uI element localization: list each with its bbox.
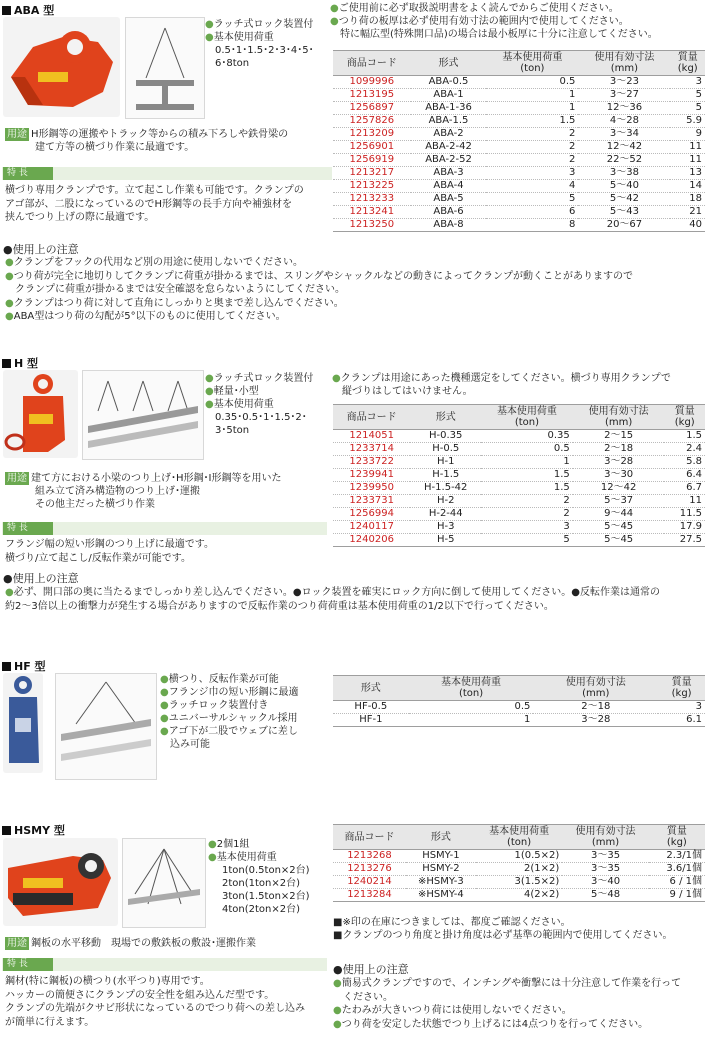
table-cell: 1256919 [333,154,411,167]
table-cell: 40 [670,219,705,232]
table-cell: 1239941 [333,469,410,482]
table-cell: 1 [409,714,534,727]
table-cell: 5～37 [573,495,665,508]
table-cell: H-1.5-42 [410,482,481,495]
table-cell: 12～42 [578,141,670,154]
table-cell: 2 [486,154,578,167]
table-cell: H-5 [410,534,481,547]
table-cell: 9 / 1個 [649,889,705,902]
table-cell: 17.9 [664,521,705,534]
table-row [333,154,705,167]
table-cell: H-2-44 [410,508,481,521]
table-cell: 8 [486,219,578,232]
square-icon [2,359,11,368]
table-cell: ※HSMY-4 [406,889,476,902]
aba-usage-drawing [125,17,205,119]
hsmy-title: HSMY 型 [2,822,65,838]
table-cell: 6.4 [664,469,705,482]
table-cell: 1256994 [333,508,410,521]
table-row [333,76,705,89]
table-cell: 12～42 [573,482,665,495]
table-cell: 2.3/1個 [649,850,705,863]
table-row [333,482,705,495]
table-cell: HSMY-2 [406,863,476,876]
table-cell: 4(2×2) [476,889,562,902]
table-cell: 13 [670,167,705,180]
table-row [333,128,705,141]
table-row [333,534,705,547]
table-cell: 3(1.5×2) [476,876,562,889]
aba-toku-text: 横づり専用クランプです。立て起こし作業も可能です。クランプの アゴ部が、二股になっているのでH形鋼等の長手方向や補強材を 挟んでつり上げの際に最適です。 [5,185,304,223]
table-cell: 5～48 [562,889,648,902]
table-row [333,469,705,482]
table-cell: 5～45 [573,534,665,547]
table-row [333,495,705,508]
table-cell: 1213276 [333,863,406,876]
table-cell: 3～35 [562,850,648,863]
hsmy-toku-tag: 特 長 [3,958,53,971]
table-cell: 3～38 [578,167,670,180]
hsmy-features: ●2個1組 ●基本使用荷重 1ton(0.5ton×2台) 2ton(1ton×2台) 3ton(1.5ton×2台) 4ton(2ton×2台) [208,839,310,915]
table-cell: 0.5 [481,443,573,456]
table-cell: H-3 [410,521,481,534]
square-icon [2,826,11,835]
table-cell: 3～27 [578,89,670,102]
table-cell: ABA-5 [411,193,487,206]
table-cell: 11.5 [664,508,705,521]
table-cell: 5.9 [670,115,705,128]
table-cell: 0.5 [409,701,534,714]
table-cell: 1256901 [333,141,411,154]
table-row [333,89,705,102]
table-cell: 3～23 [578,76,670,89]
table-cell: 11 [670,154,705,167]
table-cell: 6.7 [664,482,705,495]
table-cell: 9 [670,128,705,141]
hf-clamp-photo [3,673,43,773]
table-cell: 12～36 [578,102,670,115]
table-cell: 3 [481,521,573,534]
h-clamp-photo [3,370,78,458]
aba-spec-table: 商品コード 形式 基本使用荷重 (ton) 使用有効寸法 (mm) 質量 (kg) 1099996 ABA-0.5 0.5 3～23 3 1213195 ABA-1 1 3～27 5 1256897 ABA-1-36 1 12～36 5 1257826 ABA-1.5 1.5 4～28 5.9 1213209 ABA-2 2 3～34 9 1256901 ABA-2-42 2 12～42 11 1256919 ABA-2-52 2 22～52 11 1213217 ABA-3 3 3～38 13 1213225 ABA-4 4 5～40 14 1213233 ABA-5 5 5～42 18 1213241 ABA-6 6 5～43 21 1213250 ABA-8 8 20～67 40 [333,50,705,232]
table-cell: 0.5 [486,76,578,89]
table-cell: ABA-1-36 [411,102,487,115]
table-cell: 3 [670,76,705,89]
table-cell: 2 [486,128,578,141]
table-cell: 1214051 [333,430,410,443]
table-row [333,889,705,902]
table-row [333,701,705,714]
table-cell: 11 [664,495,705,508]
table-cell: 5 [481,534,573,547]
table-cell: ABA-0.5 [411,76,487,89]
table-cell: 1240214 [333,876,406,889]
h-cautions: ●必ず、開口部の奥に当たるまでしっかり差し込んでください。●ロック装置を確実にロック方向に倒して使用してください。●反転作業は通常の 約2～3倍以上の衝撃力が発生する場合がありますので反転作業のつり荷荷重は基本使用荷重の1/2以下で行ってください。 [5,587,660,612]
table-cell: 5～43 [578,206,670,219]
table-cell: H-0.5 [410,443,481,456]
table-cell: 1213195 [333,89,411,102]
hsmy-youto: 用途 鋼板の水平移動 現場での敷鉄板の敷設･運搬作業 [7,938,256,949]
table-cell: 5～45 [573,521,665,534]
aba-notices: ●ご使用前に必ず取扱説明書をよく読んでからご使用ください。 ●つり荷の板厚は必ず使用有効寸法の範囲内で使用してください。 特に幅広型(特殊開口品)の場合は最小板厚に十分に注意してください。 [330,3,658,40]
table-cell: ABA-2-52 [411,154,487,167]
aba-youto: 用途 H形鋼等の運搬やトラック等からの積み下ろしや鉄骨梁の 建て方等の横づり作業に最適です。 [7,129,289,153]
table-cell: 1 [486,102,578,115]
table-cell: 1.5 [481,469,573,482]
hf-spec-table: 形式 基本使用荷重 (ton) 使用有効寸法 (mm) 質量 (kg) HF-0.5 0.5 2～18 3 HF-1 1 3～28 6.1 [333,675,705,727]
hsmy-toku-text: 鋼材(特に鋼板)の横つり(水平つり)専用です。 ハッカーの簡便さにクランプの安全性を組み込んだ型です。 クランプの先端がクサビ形状になっているのでつり荷への差し込み が簡単に行えます。 [5,976,305,1028]
table-cell: HF-0.5 [333,701,409,714]
table-cell: ABA-1 [411,89,487,102]
table-cell: 22～52 [578,154,670,167]
aba-toku-tag: 特 長 [3,167,53,180]
table-cell: 27.5 [664,534,705,547]
table-row [333,508,705,521]
table-cell: H-1.5 [410,469,481,482]
table-row [333,219,705,232]
table-cell: H-2 [410,495,481,508]
aba-clamp-photo [3,17,120,117]
table-cell: 1213250 [333,219,411,232]
table-cell: 1213209 [333,128,411,141]
table-row [333,521,705,534]
table-cell: 1.5 [664,430,705,443]
table-cell: 1233714 [333,443,410,456]
table-cell: ABA-3 [411,167,487,180]
table-cell: 2.4 [664,443,705,456]
table-cell: 1239950 [333,482,410,495]
table-row [333,430,705,443]
table-cell: 3～28 [573,456,665,469]
table-cell: 1233731 [333,495,410,508]
table-cell: 6.1 [658,714,705,727]
table-cell: ABA-2 [411,128,487,141]
table-cell: 3～30 [573,469,665,482]
table-cell: 11 [670,141,705,154]
table-cell: 1240117 [333,521,410,534]
h-title: H 型 [2,355,38,371]
table-cell: 21 [670,206,705,219]
aba-cautions: ●クランプをフックの代用など別の用途に使用しないでください。 ●つり荷が完全に地切りしてクランプに荷重が掛かるまでは、スリングやシャックルなどの動きによってクランプが動くことがありますので クランプに荷重が掛かるまでは安全確認を怠らないようにしてください。 ●クランプはつり荷に対して直角にしっかりと奥まで差し込んでください。 ●ABA型はつり荷の勾配が5°以下のものに使用してください。 [5,257,634,322]
aba-features: ●ラッチ式ロック装置付 ●基本使用荷重 0.5･1･1.5･2･3･4･5･ 6･8ton [205,19,314,69]
table-cell: 1213233 [333,193,411,206]
table-cell: 1213225 [333,180,411,193]
table-cell: H-1 [410,456,481,469]
table-row [333,102,705,115]
table-cell: 2～18 [573,443,665,456]
table-cell: 4～28 [578,115,670,128]
table-row [333,714,705,727]
table-row [333,206,705,219]
table-row [333,850,705,863]
table-cell: 1213268 [333,850,406,863]
table-cell: 5 [670,89,705,102]
table-cell: ABA-4 [411,180,487,193]
table-cell: HSMY-1 [406,850,476,863]
table-cell: 1.5 [486,115,578,128]
table-cell: 1 [481,456,573,469]
h-features: ●ラッチ式ロック装置付 ●軽量･小型 ●基本使用荷重 0.35･0.5･1･1.5･2･ 3･5ton [205,373,314,436]
hf-features: ●横つり、反転作業が可能 ●フランジ巾の短い形鋼に最適 ●ラッチロック装置付き ●ユニバーサルシャックル採用 ●アゴ下が二股でウェブに差し 込み可能 [160,674,299,750]
hsmy-caution-head: ●使用上の注意 [333,963,409,976]
table-cell: 20～67 [578,219,670,232]
hsmy-spec-table: 商品コード 形式 基本使用荷重 (ton) 使用有効寸法 (mm) 質量 (kg) 1213268 HSMY-1 1(0.5×2) 3～35 2.3/1個 1213276 HSMY-2 2(1×2) 3～35 3.6/1個 1240214 ※HSMY-3 3(1.5×2) 3～40 6 / 1個 1213284 ※HSMY-4 4(2×2) 5～48 9 / 1個 [333,824,705,902]
table-cell: 1(0.5×2) [476,850,562,863]
table-cell: 0.35 [481,430,573,443]
hf-usage-drawing [55,673,157,780]
hsmy-cautions: ●簡易式クランプですので、インチングや衝撃には十分注意して作業を行って ください。 ●たわみが大きいつり荷には使用しないでください。 ●つり荷を安定した状態でつり上げるには4点つりを行ってください。 [333,978,682,1030]
table-cell: 1233722 [333,456,410,469]
table-cell: 18 [670,193,705,206]
h-caution-head: ●使用上の注意 [3,572,79,585]
h-toku-text: フランジ幅の短い形鋼のつり上げに最適です。 横づり/立て起こし/反転作業が可能です。 [5,539,214,564]
table-cell: ABA-8 [411,219,487,232]
table-cell: 1240206 [333,534,410,547]
table-cell: 1099996 [333,76,411,89]
table-row [333,193,705,206]
aba-caution-head: ●使用上の注意 [3,243,79,256]
h-toku-tag: 特 長 [3,522,53,535]
square-icon [2,662,11,671]
table-cell: 5.8 [664,456,705,469]
table-cell: 1.5 [481,482,573,495]
table-cell: 4 [486,180,578,193]
table-cell: 1213217 [333,167,411,180]
table-cell: 2 [486,141,578,154]
table-cell: 6 [486,206,578,219]
table-cell: 2～18 [533,701,658,714]
table-cell: 3.6/1個 [649,863,705,876]
table-row [333,863,705,876]
h-notice: ●クランプは用途にあった機種選定をしてください。横づり専用クランプで 縦づりはしてはいけません。 [332,373,671,397]
table-cell: ABA-2-42 [411,141,487,154]
table-cell: 1 [486,89,578,102]
table-cell: 2～15 [573,430,665,443]
hsmy-usage-drawing [122,838,206,928]
table-cell: 3 [658,701,705,714]
table-cell: 3～34 [578,128,670,141]
table-cell: ※HSMY-3 [406,876,476,889]
table-cell: 3～40 [562,876,648,889]
table-cell: 1256897 [333,102,411,115]
table-cell: 2 [481,508,573,521]
hsmy-notes: ■※印の在庫につきましては、都度ご確認ください。 ■クランプのつり角度と掛け角度は必ず基準の範囲内で使用してください。 [333,917,673,941]
table-cell: 9～44 [573,508,665,521]
h-usage-drawing [82,370,204,460]
table-row [333,876,705,889]
table-cell: ABA-1.5 [411,115,487,128]
hsmy-clamp-photo [3,838,118,926]
table-cell: 5～42 [578,193,670,206]
table-cell: 5 [486,193,578,206]
table-cell: 3～28 [533,714,658,727]
h-spec-table: 商品コード 形式 基本使用荷重 (ton) 使用有効寸法 (mm) 質量 (kg) 1214051 H-0.35 0.35 2～15 1.5 1233714 H-0.5 0.5 2～18 2.4 1233722 H-1 1 3～28 5.8 1239941 H-1.5 1.5 3～30 6.4 1239950 H-1.5-42 1.5 12～42 6.7 1233731 H-2 2 5～37 11 1256994 H-2-44 2 9～44 11.5 1240117 H-3 3 5～45 17.9 1240206 H-5 5 5～45 27.5 [333,404,705,547]
table-cell: 3～35 [562,863,648,876]
table-row [333,443,705,456]
table-row [333,115,705,128]
table-row [333,180,705,193]
hf-title: HF 型 [2,658,46,674]
table-cell: 2 [481,495,573,508]
table-row [333,141,705,154]
table-cell: 1213241 [333,206,411,219]
table-cell: 5 [670,102,705,115]
table-cell: 2(1×2) [476,863,562,876]
table-cell: HF-1 [333,714,409,727]
table-cell: 6 / 1個 [649,876,705,889]
table-cell: H-0.35 [410,430,481,443]
table-cell: 5～40 [578,180,670,193]
table-cell: 1213284 [333,889,406,902]
table-cell: 14 [670,180,705,193]
table-row [333,456,705,469]
table-cell: 3 [486,167,578,180]
table-cell: 1257826 [333,115,411,128]
table-cell: ABA-6 [411,206,487,219]
square-icon [2,6,11,15]
h-youto: 用途 建て方における小梁のつり上げ･H形鋼･I形鋼等を用いた 組み立て済み構造物のつり上げ･運搬 その他主だった横づり作業 [7,473,282,510]
aba-title: ABA 型 [2,2,54,18]
table-row [333,167,705,180]
